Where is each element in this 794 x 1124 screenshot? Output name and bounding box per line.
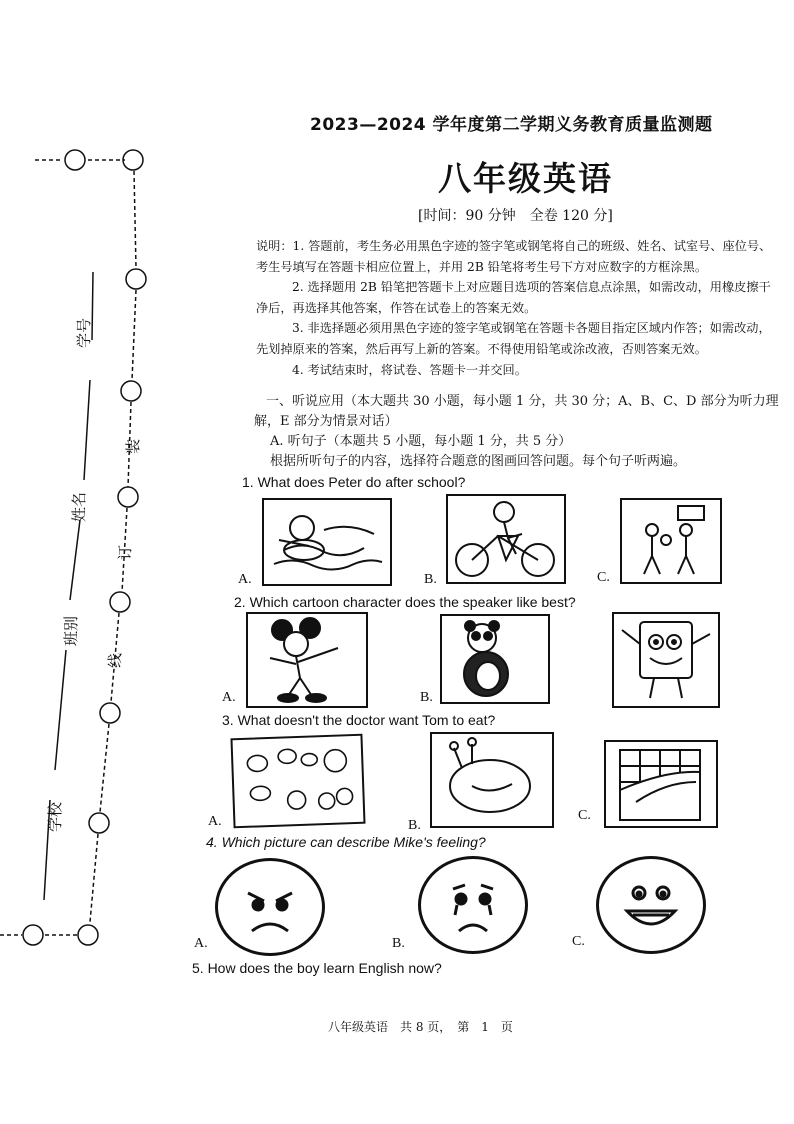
binding-zhuang: 装 [124,438,142,454]
q1-option-c[interactable]: C. [597,570,610,585]
section-instruction: 根据所听句子的内容，选择符合题意的图画回答问题。每个句子听两遍。 [270,454,687,469]
question-4: 4. Which picture can describe Mike's feeling? [206,834,486,850]
time-info: [时间：90 分钟 全卷 120 分] [418,208,613,224]
mickey-mouse-picture[interactable] [246,612,368,708]
exam-header: 2023—2024 学年度第二学期义务教育质量监测题 [310,115,713,135]
sad-face[interactable] [418,856,528,954]
question-2: 2. Which cartoon character does the speaker like best? [234,594,576,610]
vegetables-picture[interactable] [230,734,365,829]
binding-ding: 订 [116,544,134,560]
kung-fu-panda-picture[interactable] [440,614,550,704]
q1-option-b[interactable]: B. [424,572,437,587]
page-footer: 八年级英语 共 8 页， 第 1 页 [328,1020,513,1034]
note-1: 说明：1. 答题前，考生务必用黑色字迹的签字笔或钢笔将自己的班级、姓名、试室号、座位号、考生号填写在答题卡相应位置上，并用 2B 铅笔将考生号下方对应数字的方框涂黑。 [256,239,772,274]
q2-option-a[interactable]: A. [222,690,236,705]
school-label: 学校 [46,801,64,832]
section-listening [254,392,784,472]
basketball-picture[interactable] [620,498,722,584]
section-title: 一、听说应用（本大题共 30 小题，每小题 1 分，共 30 分；A、B、C、D 部分为听力理解，E 部分为情景对话） [254,394,779,429]
binding-xian: 线 [106,652,124,668]
angry-face[interactable] [215,858,325,956]
question-3: 3. What doesn't the doctor want Tom to eat? [222,712,496,728]
happy-face[interactable] [596,856,706,954]
q2-option-b[interactable]: B. [420,690,433,705]
name-label: 姓名 [70,491,88,522]
swimming-picture[interactable] [262,498,392,586]
cycling-picture[interactable] [446,494,566,584]
note-3: 3. 非选择题必须用黑色字迹的签字笔或钢笔在答题卡各题目指定区域内作答；如需改动，先划掉原来的答案，然后再写上新的答案。不得使用铅笔或涂改液，否则答案无效。 [256,321,771,356]
q4-option-c[interactable]: C. [572,934,585,949]
note-2: 2. 选择题用 2B 铅笔把答题卡上对应题目选项的答案信息点涂黑，如需改动，用橡皮擦干净后，再选择其他答案，作答在试卷上的答案无效。 [256,280,771,315]
q3-option-c[interactable]: C. [578,808,591,823]
q4-option-b[interactable]: B. [392,936,405,951]
q4-option-a[interactable]: A. [194,936,208,951]
q3-option-a[interactable]: A. [208,814,222,829]
binding-margin [0,0,200,960]
instructions [256,236,776,380]
question-5: 5. How does the boy learn English now? [192,960,442,976]
note-4: 4. 考试结束时，将试卷、答题卡一并交回。 [292,362,527,377]
page-title: 八年级英语 [438,159,613,198]
question-1: 1. What does Peter do after school? [242,474,466,490]
spongebob-picture[interactable] [612,612,720,708]
class-label: 班别 [62,615,80,646]
chocolate-picture[interactable] [604,740,718,828]
q1-option-a[interactable]: A. [238,572,252,587]
section-sub: A. 听句子（本题共 5 小题，每小题 1 分，共 5 分） [270,434,572,449]
student-id-label: 学号 [75,317,93,348]
roast-chicken-picture[interactable] [430,732,554,828]
q3-option-b[interactable]: B. [408,818,421,833]
